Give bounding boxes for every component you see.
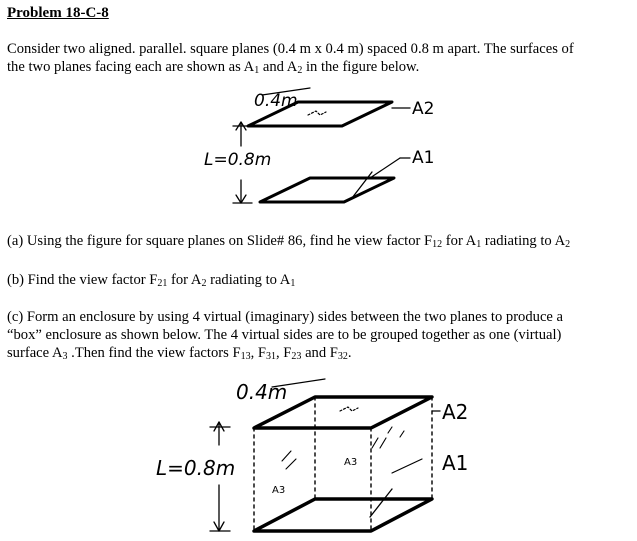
box-bottom-plane-a1 xyxy=(254,499,432,531)
fig1-label-a2: A2 xyxy=(412,99,435,119)
figure-box-enclosure xyxy=(0,373,637,541)
intro-paragraph xyxy=(7,40,631,76)
intro-line-2: the two planes facing each are shown as $A_1$ and $A_2$ in the figure below. xyxy=(7,59,420,76)
fig2-label-a3-right: A3 xyxy=(344,457,358,468)
part-a: (a) Using the figure for square planes on Slide# 86, find he view factor $F_{12}$ for $A_1$ radiating to $A_2$ xyxy=(7,233,571,250)
fig2-spacing: L=0.8m xyxy=(156,456,236,480)
fig2-label-a3-left: A3 xyxy=(272,485,286,496)
fig2-label-a1: A1 xyxy=(442,451,469,475)
part-c xyxy=(7,308,631,362)
intro-line-1: Consider two aligned. parallel. square planes (0.4 m x 0.4 m) spaced 0.8 m apart. The surfaces of xyxy=(7,41,574,57)
part-c-line-1: (c) Form an enclosure by using 4 virtual (imaginary) sides between the two planes to produce a xyxy=(7,309,564,325)
figure-parallel-planes xyxy=(0,86,637,216)
fig2-dim-top: 0.4m xyxy=(236,380,288,404)
fig1-spacing: L=0.8m xyxy=(204,150,272,170)
fig1-label-a1: A1 xyxy=(412,148,435,168)
part-c-line-3: surface $A_3$ .Then find the view factors $F_{13}$, $F_{31}$, $F_{23}$ and $F_{32}$. xyxy=(7,345,352,362)
part-c-line-2: “box” enclosure as shown below. The 4 virtual sides are to be grouped together as one (virtual) xyxy=(7,327,562,343)
plane-a1 xyxy=(260,178,394,202)
part-b: (b) Find the view factor $F_{21}$ for $A_2$ radiating to $A_1$ xyxy=(7,272,296,289)
problem-title: Problem 18-C-8 xyxy=(7,5,109,21)
fig1-dim-top: 0.4m xyxy=(254,91,298,111)
fig2-label-a2: A2 xyxy=(442,400,469,424)
